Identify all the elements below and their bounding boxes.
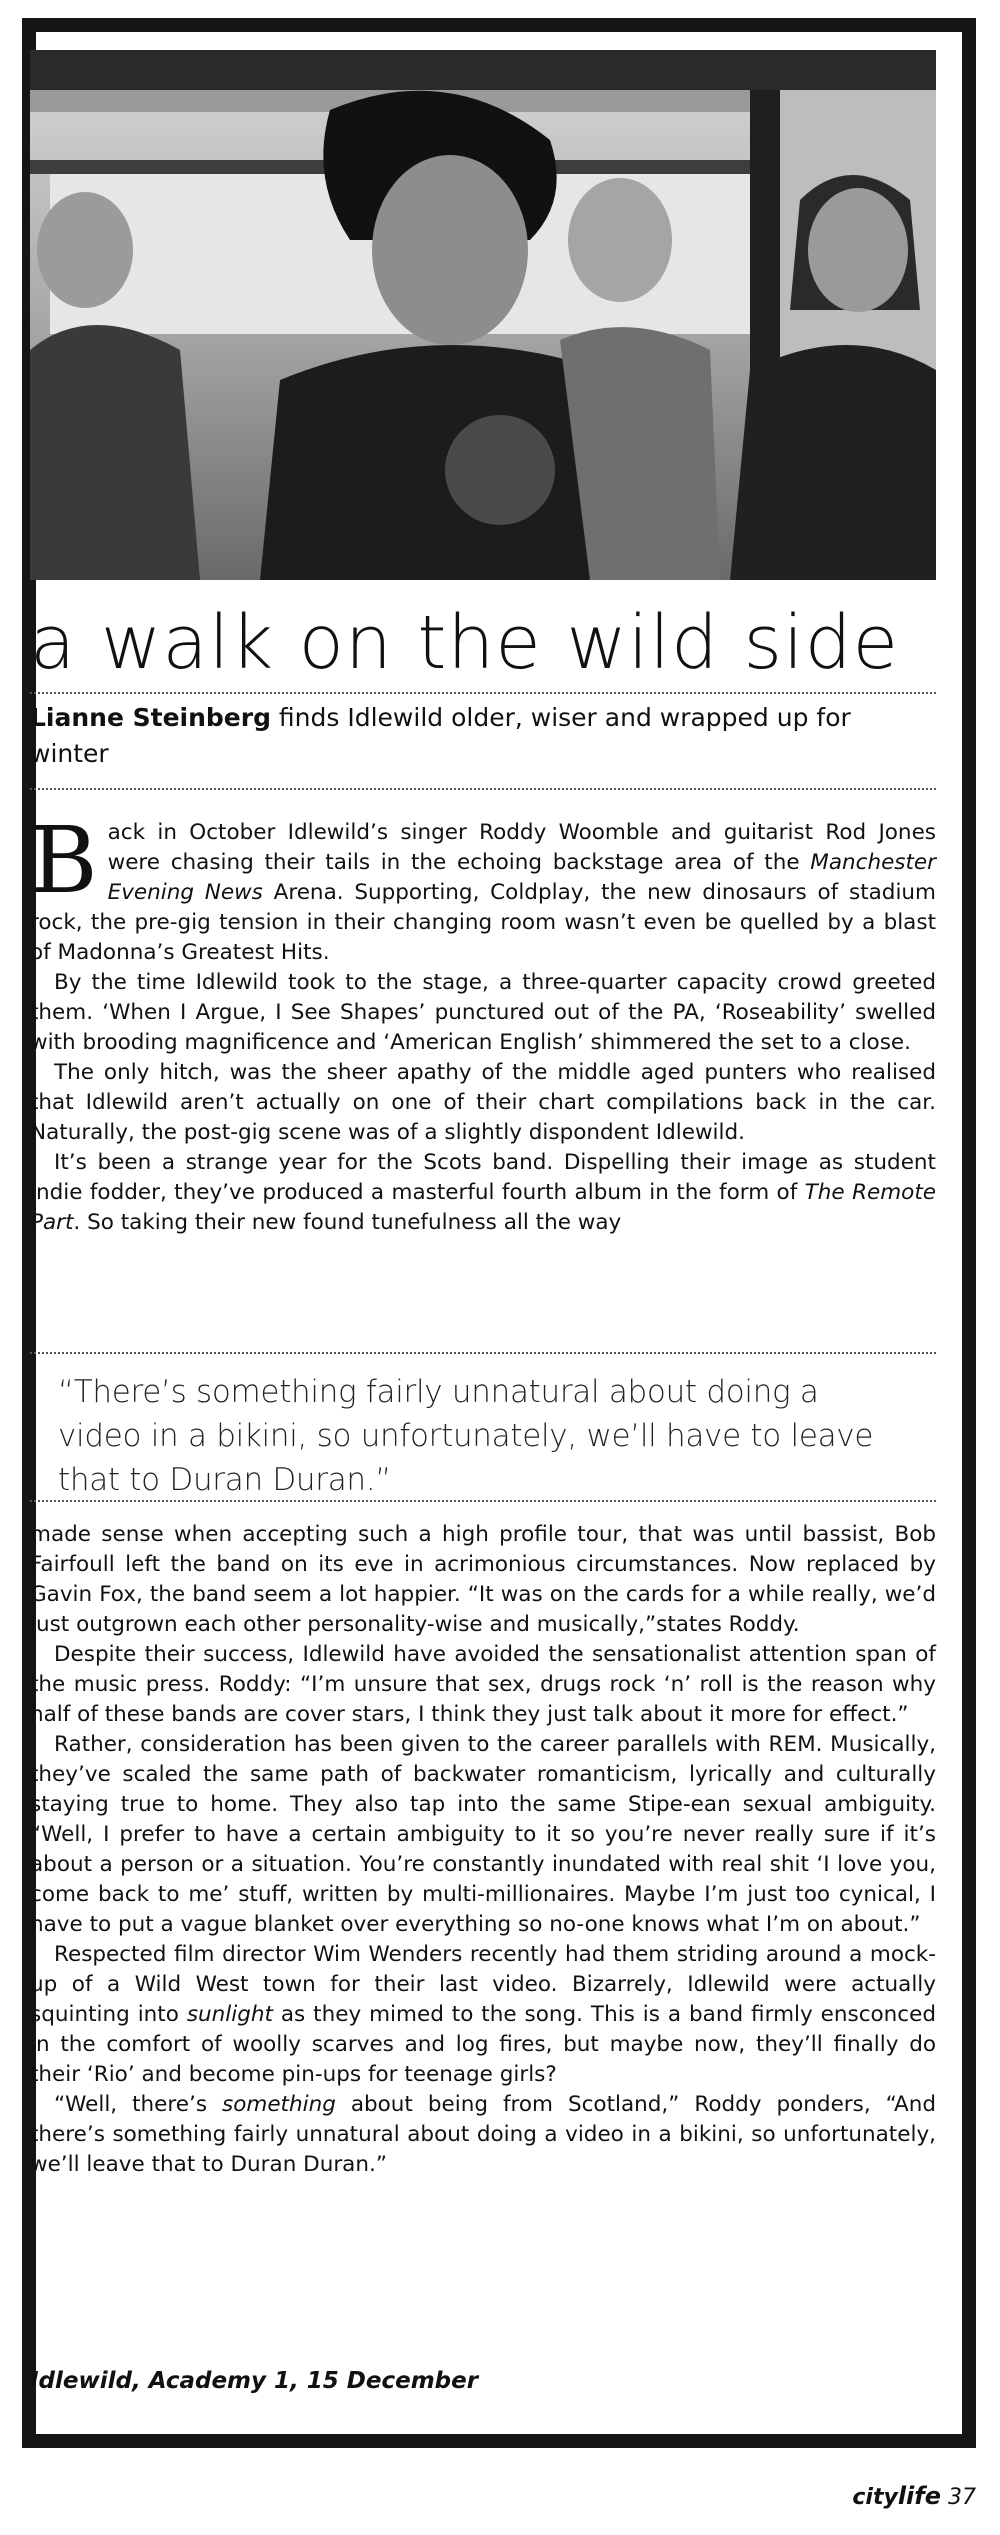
article-body-part-1 [30, 807, 936, 1238]
page-footer [852, 2482, 976, 2510]
paragraph-5: made sense when accepting such a high profile tour, that was until bassist, Bob Fairfoull left the band on its eve in acrimonious circumstances. Now replaced by Gavin Fox, the band seem a lot happier. “It was on the cards for a while really, we’d just outgrown each other personality-wise and musically,”states Roddy. [30, 1522, 936, 1637]
band-photo-illustration [30, 50, 936, 580]
paragraph-8: Respected film director Wim Wenders recently had them striding around a mock-up of a Wild West town for their last video. Bizarrely, Idlewild were actually squinting into sunlight as they mimed to the song. This is a band firmly ensconced in the comfort of woolly scarves and log fires, but maybe now, they’ll finally do their ‘Rio’ and become pin-ups for teenage girls? [30, 1942, 936, 2087]
paragraph-2: By the time Idlewild took to the stage, a three-quarter capacity crowd greeted them. ‘When I Argue, I See Shapes’ punctured out of the PA, ‘Roseability’ swelled with brooding magnificence and ‘American English’ shimmered the set to a close. [30, 970, 936, 1055]
headline: a walk on the wild side [30, 600, 900, 686]
paragraph-4: It’s been a strange year for the Scots band. Dispelling their image as student indie fodder, they’ve produced a masterful fourth album in the form of The Remote Part. So taking their new found tunefulness all the way [30, 1150, 936, 1235]
divider-bottom [30, 788, 936, 790]
band-photo [30, 50, 936, 580]
standfirst-text: finds Idlewild older, wiser and wrapped up for winter [30, 703, 851, 768]
author-name: Lianne Steinberg [30, 703, 271, 732]
pullquote-divider-top [30, 1352, 936, 1354]
page-number: 37 [948, 2485, 976, 2510]
paragraph-9: “Well, there’s something about being from Scotland,” Roddy ponders, “And there’s something fairly unnatural about doing a video in a bikini, so unfortunately, we’ll leave that to Duran Duran.” [30, 2092, 936, 2177]
drop-cap: B [30, 807, 98, 914]
paragraph-7: Rather, consideration has been given to the career parallels with REM. Musically, they’ve scaled the same path of backwater romanticism, lyrically and culturally staying true to home. They also tap into the same Stipe-ean sexual ambiguity. “Well, I prefer to have a certain ambiguity to it so you’re never really sure if it’s about a person or a situation. You’re constantly inundated with real shit ‘I love you, come back to me’ stuff, written by multi-millionaires. Maybe I’m just too cynical, I have to put a vague blanket over everything so no-one knows what I’m on about.” [30, 1732, 936, 1937]
footer-life: life [897, 2482, 941, 2510]
footer-city: city [852, 2485, 898, 2510]
pullquote-divider-bottom [30, 1500, 936, 1502]
pull-quote: “There’s something fairly unnatural about doing a video in a bikini, so unfortunately, we’ll have to leave that to Duran Duran.” [58, 1374, 874, 1498]
article-body-part-2 [30, 1520, 936, 2180]
paragraph-3: The only hitch, was the sheer apathy of the middle aged punters who realised that Idlewild aren’t actually on one of their chart compilations back in the car. Naturally, the post-gig scene was of a slightly dispondent Idlewild. [30, 1060, 936, 1145]
gig-credit: Idlewild, Academy 1, 15 December [30, 2368, 479, 2394]
standfirst [30, 700, 936, 772]
divider-top [30, 692, 936, 694]
paragraph-6: Despite their success, Idlewild have avoided the sensationalist attention span of the music press. Roddy: “I’m unsure that sex, drugs rock ‘n’ roll is the reason why half of these bands are cover stars, I think they just talk about it more for effect.” [30, 1642, 936, 1727]
paragraph-1: Back in October Idlewild’s singer Roddy Woomble and guitarist Rod Jones were chasing their tails in the echoing backstage area of the Manchester Evening News Arena. Supporting, Coldplay, the new dinosaurs of stadium rock, the pre-gig tension in their changing room wasn’t even be quelled by a blast of Madonna’s Greatest Hits. [30, 807, 936, 965]
